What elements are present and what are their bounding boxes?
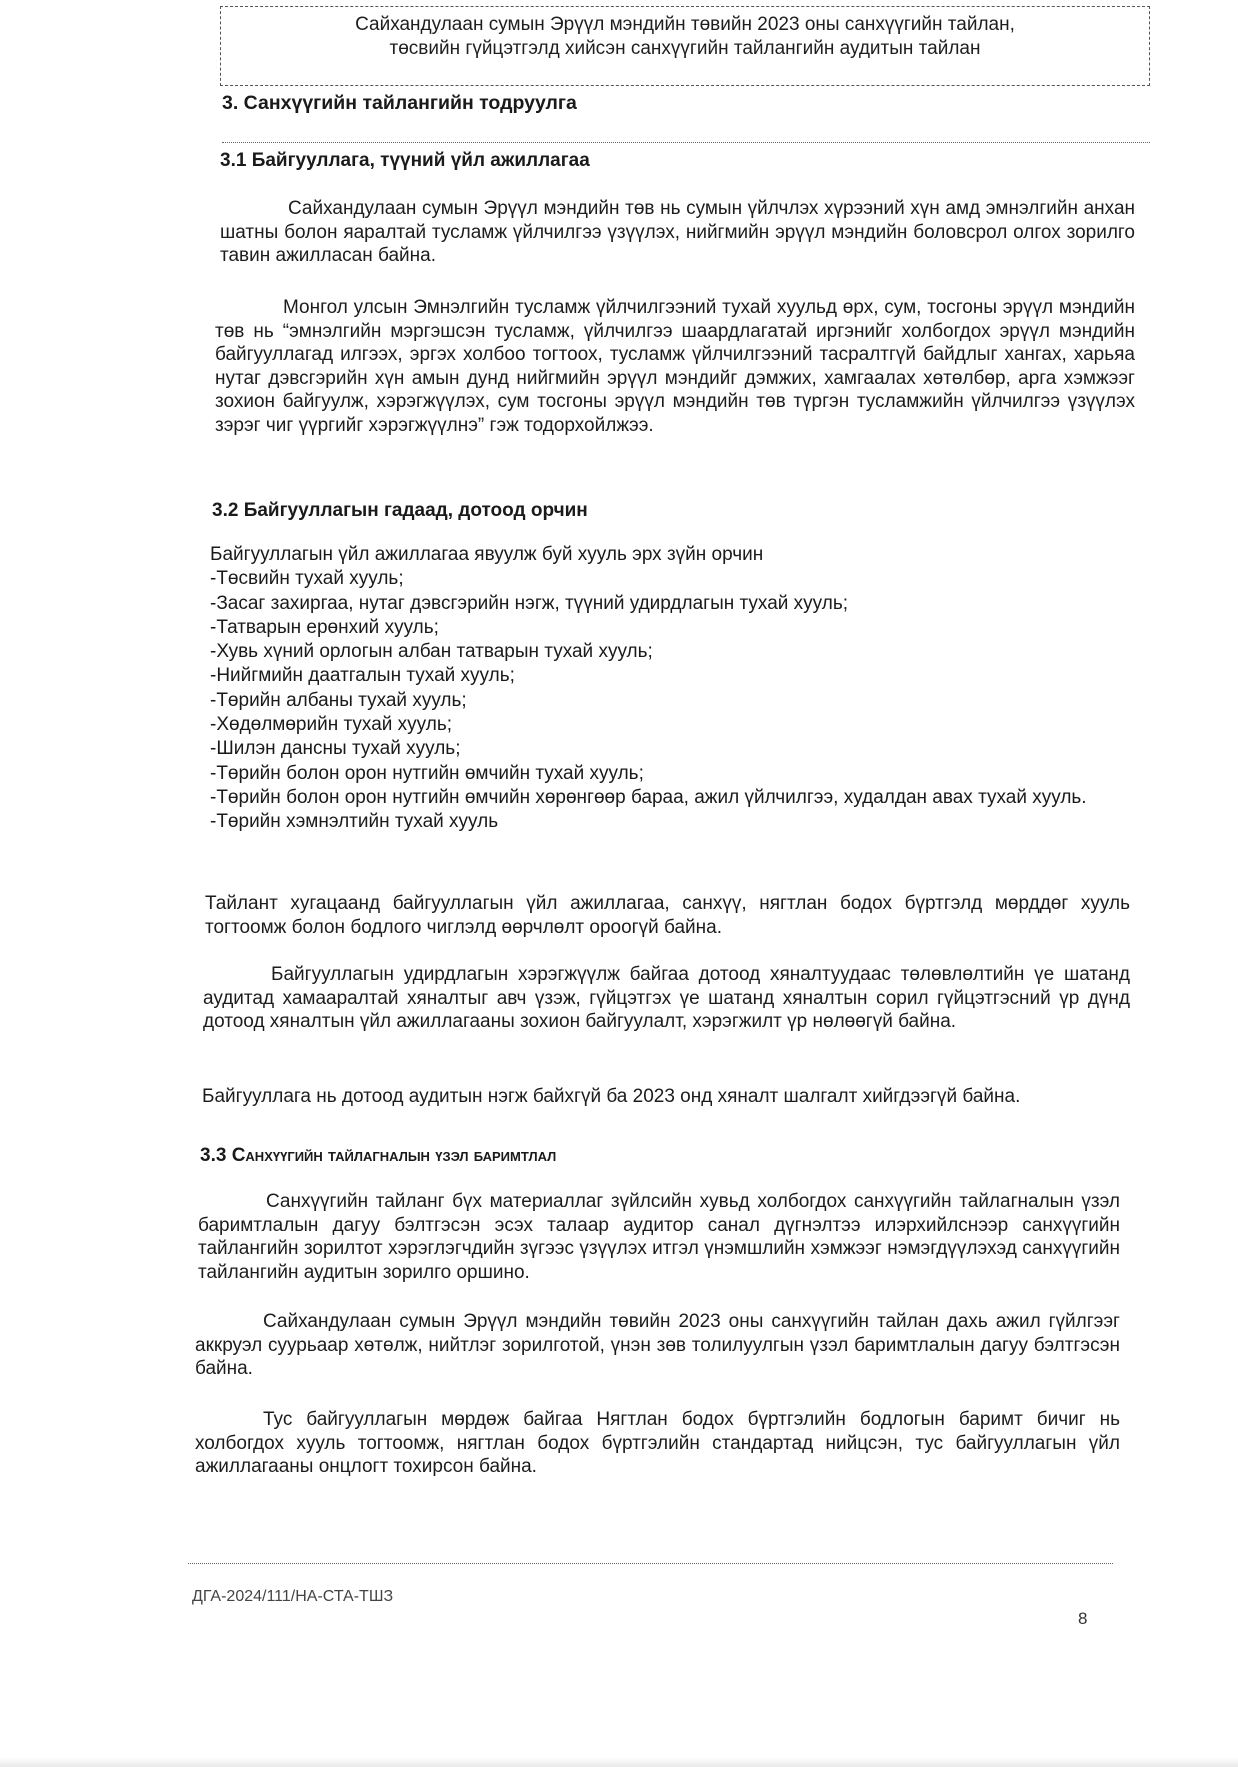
section-3-2-paragraph-2: Байгууллагын удирдлагын хэрэгжүүлж байгаа дотоод хяналтуудаас төлөвлөлтийн үе шатанд аудитад хамааралтай хяналтыг авч үзэж, гүйцэтгэх үе шатанд хяналтын сорил гүйцэтгэсний үр дүнд дотоод хяналтын үйл ажиллагааны зохион байгуулалт, хэрэгжилт үр нөлөөгүй байна. <box>203 964 1130 1032</box>
header-line-2: төсвийн гүйцэтгэлд хийсэн санхүүгийн тайлангийн аудитын тайлан <box>389 38 981 59</box>
law-item: -Төрийн болон орон нутгийн өмчийн хөрөнгөөр бараа, ажил үйлчилгээ, худалдан авах тухай хууль. <box>210 786 1087 808</box>
section-3-3-title: 3.3 Санхүүгийн тайлагналын үзэл баримтлал <box>200 1145 557 1166</box>
law-item: -Төрийн хэмнэлтийн тухай хууль <box>210 811 499 833</box>
section-3-title: 3. Санхүүгийн тайлангийн тодруулга <box>222 92 577 114</box>
law-item: -Төсвийн тухай хууль; <box>210 568 404 590</box>
law-item: -Шилэн дансны тухай хууль; <box>210 738 461 760</box>
law-item: -Татварын ерөнхий хууль; <box>210 616 439 638</box>
page-number: 8 <box>1078 1609 1088 1628</box>
section-3-2-paragraph-1: Тайлант хугацаанд байгууллагын үйл ажиллагаа, санхүү, нягтлан бодох бүртгэлд мөрддөг хууль тогтоомж болон бодлого чиглэлд өөрчлөлт ороогүй байна. <box>205 893 1130 938</box>
section-3-3-paragraph-1: Санхүүгийн тайланг бүх материаллаг зүйлсийн хувьд холбогдох санхүүгийн тайлагналын үзэл баримтлалын дагуу бэлтгэсэн эсэх талаар аудитор санал дүгнэлтээ илэрхийлснээр санхүүгийн тайлангийн зорилтот хэрэглэгчдийн зүгээс үзүүлэх итгэл үнэмшлийн хэмжээг нэмэгдүүлэхэд санхүүгийн тайлангийн аудитын зорилго оршино. <box>198 1191 1120 1283</box>
document-code: ДГА-2024/111/НА-СТА-ТШЗ <box>192 1588 394 1605</box>
section-3-1-paragraph-1: Сайхандулаан сумын Эрүүл мэндийн төв нь сумын үйлчлэх хүрээний хүн амд эмнэлгийн анхан шатны болон яаралтай тусламж үйлчилгээ үзүүлэх, нийгмийн эрүүл мэндийн боловсрол олгох зорилго тавин ажилласан байна. <box>220 198 1135 266</box>
law-item: -Төрийн албаны тухай хууль; <box>210 689 467 711</box>
footer-divider <box>188 1563 1113 1564</box>
law-item: -Төрийн болон орон нутгийн өмчийн тухай хууль; <box>210 762 644 784</box>
report-header-box <box>220 6 1150 86</box>
section-3-2-paragraph-3: Байгууллага нь дотоод аудитын нэгж байхгүй ба 2023 онд хяналт шалгалт хийгдээгүй байна. <box>202 1086 1021 1107</box>
legal-framework-list <box>210 543 1130 835</box>
law-item: -Хөдөлмөрийн тухай хууль; <box>210 714 453 736</box>
law-item: -Засаг захиргаа, нутаг дэвсгэрийн нэгж, түүний удирдлагын тухай хууль; <box>210 592 849 614</box>
section-divider <box>222 142 1150 143</box>
legal-framework-intro: Байгууллагын үйл ажиллагаа явуулж буй хууль эрх зүйн орчин <box>210 544 764 565</box>
header-line-1: Сайхандулаан сумын Эрүүл мэндийн төвийн 2023 оны санхүүгийн тайлан, <box>355 14 1015 35</box>
law-item: -Нийгмийн даатгалын тухай хууль; <box>210 665 515 687</box>
law-item: -Хувь хүний орлогын албан татварын тухай хууль; <box>210 641 653 663</box>
section-3-1-paragraph-2: Монгол улсын Эмнэлгийн тусламж үйлчилгээний тухай хуульд өрх, сум, тосгоны эрүүл мэндийн төв нь “эмнэлгийн мэргэшсэн тусламж, үйлчилгээ шаардлагатай иргэнийг холбогдох эрүүл мэндийн байгууллагад илгээх, эргэх холбоо тогтоох, тусламж үйлчилгээний тасралтгүй байдлыг хангах, харьяа нутаг дэвсгэрийн хүн амын дунд нийгмийн эрүүл мэндийг дэмжих, хамгаалах хөтөлбөр, арга хэмжээг зохион байгуулж, хэрэгжүүлэх, сум тосгоны эрүүл мэндийн төв түргэн тусламжийн үйлчилгээ үзүүлэх зэрэг чиг үүргийг хэрэгжүүлнэ” гэж тодорхойлжээ. <box>215 297 1135 436</box>
scan-edge-shadow <box>0 1757 1238 1767</box>
section-3-3-paragraph-2: Сайхандулаан сумын Эрүүл мэндийн төвийн 2023 оны санхүүгийн тайлан дахь ажил гүйлгээг аккруэл суурьаар хөтөлж, нийтлэг зорилготой, үнэн зөв толилуулгын үзэл баримтлалын дагуу бэлтгэсэн байна. <box>195 1311 1120 1379</box>
section-3-2-title: 3.2 Байгууллагын гадаад, дотоод орчин <box>212 500 588 521</box>
section-3-1-title: 3.1 Байгууллага, түүний үйл ажиллагаа <box>220 150 590 171</box>
section-3-3-paragraph-3: Тус байгууллагын мөрдөж байгаа Нягтлан бодох бүртгэлийн бодлогын баримт бичиг нь холбогдох хууль тогтоомж, нягтлан бодох бүртгэлийн стандартад нийцсэн, тус байгууллагын үйл ажиллагааны онцлогт тохирсон байна. <box>195 1409 1120 1477</box>
